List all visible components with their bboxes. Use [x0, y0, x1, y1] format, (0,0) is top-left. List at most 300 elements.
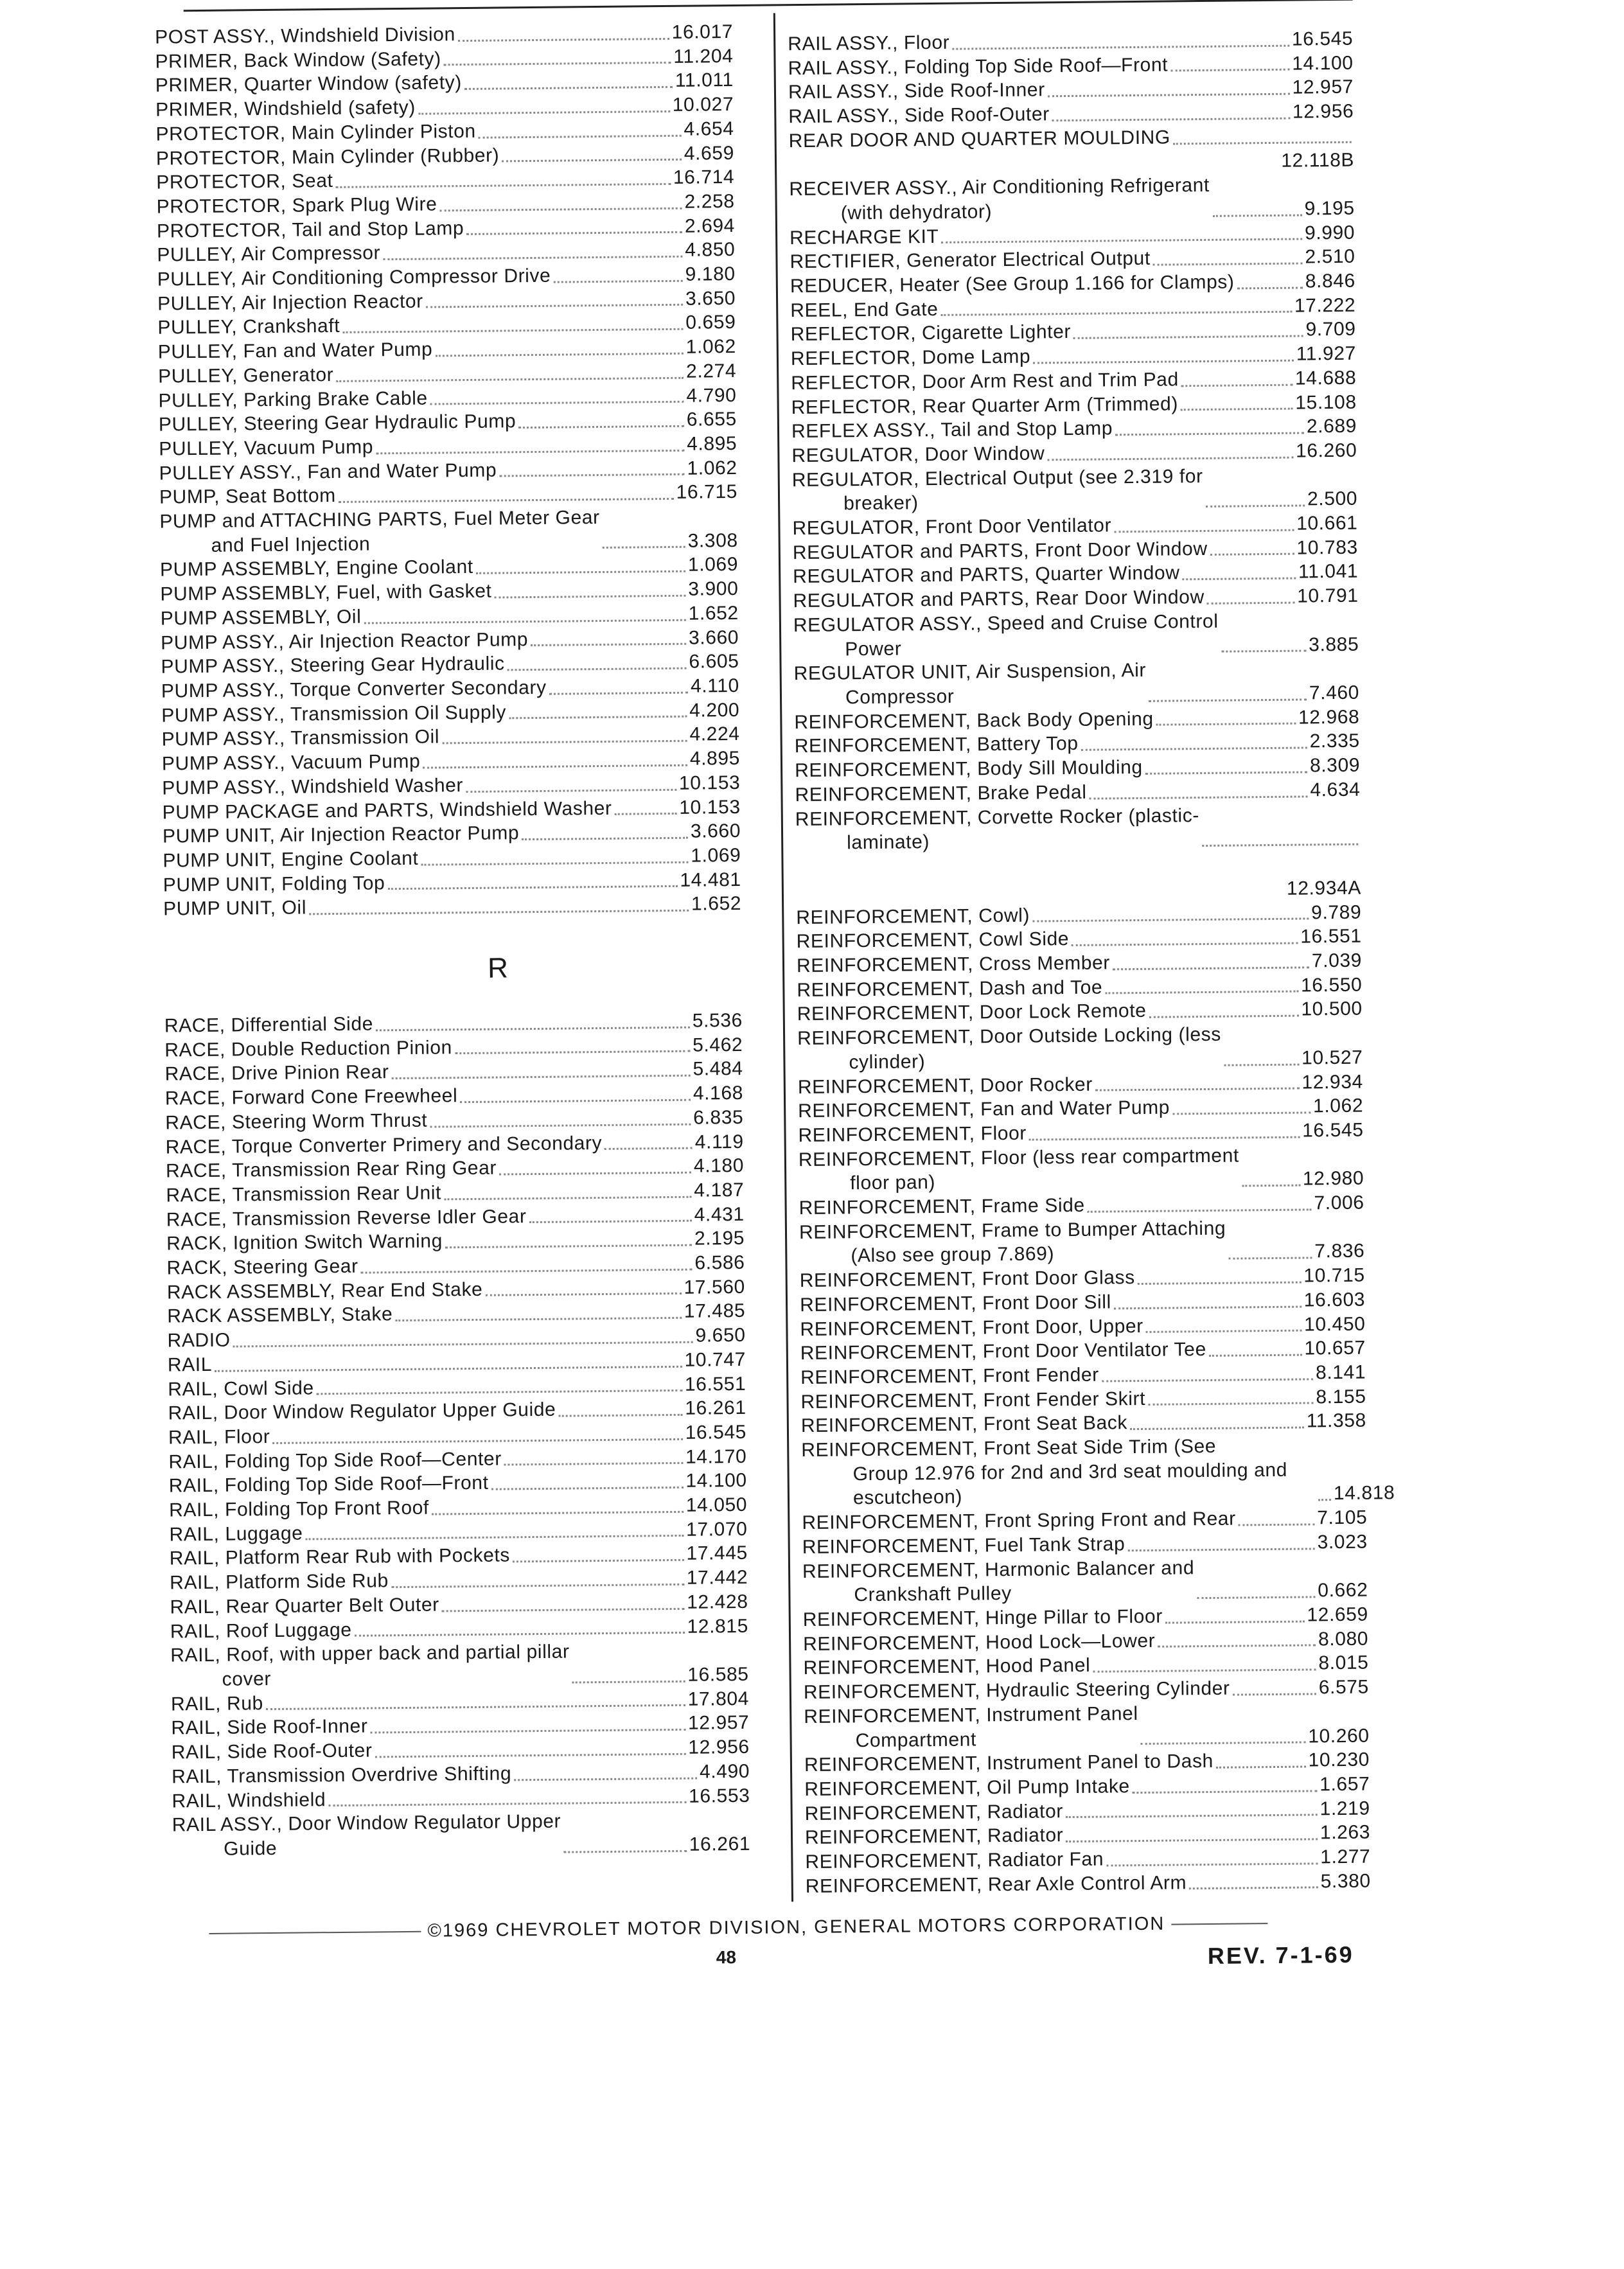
entry-label: REEL, End Gate: [790, 298, 939, 321]
entry-group-number: 1.069: [687, 554, 739, 576]
entry-group-number: 17.070: [685, 1518, 748, 1541]
index-entry: [795, 802, 1361, 856]
entry-label: RACE, Differential Side: [164, 1013, 374, 1037]
entry-label-continuation: Compartment: [855, 1728, 977, 1751]
dot-leader: [1114, 1293, 1302, 1309]
dot-leader: [370, 1716, 685, 1734]
entry-group-number: 10.027: [672, 94, 734, 116]
entry-label: REINFORCEMENT, Dash and Toe: [797, 976, 1103, 1001]
entry-group-number: 8.155: [1316, 1386, 1366, 1408]
entry-label: RAIL ASSY., Floor: [788, 31, 950, 55]
dot-leader: [1033, 346, 1294, 364]
dot-leader: [518, 412, 684, 428]
entry-label: PUMP ASSEMBLY, Fuel, with Gasket: [160, 580, 492, 605]
dot-leader: [466, 775, 676, 792]
entry-group-number: 16.551: [684, 1373, 746, 1395]
entry-label: REGULATOR and PARTS, Rear Door Window: [793, 587, 1205, 612]
entry-label: REINFORCEMENT, Fuel Tank Strap: [802, 1533, 1125, 1558]
entry-label-continuation: Group 12.976 for 2nd and 3rd seat moulding and escutcheon): [852, 1459, 1288, 1509]
entry-label: PUMP ASSY., Windshield Washer: [162, 774, 464, 799]
entry-group-number: 9.789: [1311, 901, 1362, 924]
entry-label-continuation: breaker): [843, 492, 919, 515]
entry-label: REINFORCEMENT, Instrument Panel Compartment: [804, 1702, 1138, 1753]
dot-leader: [476, 558, 685, 574]
entry-group-number: 8.015: [1318, 1652, 1369, 1674]
entry-label: REDUCER, Heater (See Group 1.166 for Clamps): [790, 271, 1235, 297]
dot-leader: [460, 1086, 691, 1103]
index-entry: [792, 463, 1358, 516]
dot-leader: [502, 146, 682, 163]
entry-group-number: 7.006: [1314, 1192, 1364, 1214]
dot-leader: [1032, 905, 1309, 923]
dot-leader: [1165, 1607, 1305, 1623]
entry-label: PULLEY, Parking Brake Cable: [158, 387, 428, 412]
entry-group-number: 1.062: [685, 336, 736, 358]
entry-group-number: 3.023: [1317, 1531, 1368, 1553]
entry-group-number: 0.662: [1318, 1579, 1368, 1602]
dot-leader: [1181, 371, 1293, 387]
dot-leader: [1156, 710, 1296, 726]
index-entry: [802, 1554, 1368, 1608]
dot-leader: [549, 678, 689, 694]
entry-group-number: 2.689: [1306, 415, 1357, 437]
dot-leader: [361, 1255, 693, 1273]
entry-group-number: 5.380: [1320, 1870, 1371, 1893]
entry-label: RACE, Forward Cone Freewheel: [164, 1085, 458, 1109]
entry-group-number: 10.230: [1308, 1749, 1370, 1771]
entry-label: REINFORCEMENT, Harmonic Balancer and Crankshaft Pulley: [802, 1556, 1195, 1608]
dot-leader: [1206, 492, 1305, 508]
entry-label: PUMP UNIT, Folding Top: [163, 872, 385, 896]
dot-leader: [1209, 1341, 1302, 1357]
dot-leader: [941, 225, 1302, 243]
entry-group-number: 6.835: [693, 1106, 744, 1129]
dot-leader: [1066, 1801, 1318, 1819]
entry-label-continuation: Power: [845, 638, 902, 660]
dot-leader: [387, 872, 677, 890]
entry-label: PRIMER, Quarter Window (safety): [155, 72, 463, 97]
entry-group-number: 16.551: [1300, 925, 1362, 948]
entry-group-number: 6.605: [689, 651, 739, 673]
dot-leader: [1202, 831, 1358, 847]
dot-leader: [1172, 1099, 1311, 1115]
entry-label: RAIL, Floor: [168, 1426, 270, 1449]
dot-leader: [1145, 758, 1308, 774]
entry-group-number: 3.660: [688, 626, 739, 649]
dot-leader: [1138, 1268, 1302, 1284]
dot-leader: [215, 1352, 682, 1372]
dot-leader: [442, 727, 687, 745]
entry-label: REINFORCEMENT, Body Sill Moulding: [794, 757, 1143, 782]
entry-label: PRIMER, Back Window (Safety): [155, 48, 441, 73]
dot-leader: [1207, 589, 1295, 605]
entry-group-number: 5.484: [693, 1058, 743, 1081]
entry-label: RAIL, Roof Luggage: [170, 1619, 352, 1643]
entry-group-number: 10.153: [678, 772, 741, 794]
entry-group-number: 12.956: [688, 1736, 750, 1758]
entry-label: PROTECTOR, Seat: [156, 170, 333, 193]
entry-label: REINFORCEMENT, Front Door Glass: [799, 1267, 1135, 1292]
entry-group-number: 4.180: [693, 1155, 745, 1177]
entry-group-number: 10.715: [1303, 1264, 1365, 1287]
entry-label-continuation: laminate): [847, 831, 930, 854]
entry-label: RAIL, Platform Rear Rub with Pockets: [169, 1544, 511, 1569]
dot-leader: [309, 897, 689, 915]
dot-leader: [603, 533, 685, 549]
dot-leader: [1113, 953, 1309, 970]
dot-leader: [423, 752, 687, 769]
entry-group-number: 4.200: [689, 699, 740, 721]
dot-leader: [1133, 1777, 1318, 1794]
index-entry: [799, 1142, 1364, 1196]
dot-leader: [491, 1474, 683, 1490]
entry-label: REINFORCEMENT, Front Door Sill: [799, 1291, 1111, 1316]
entry-label: PULLEY, Air Injection Reactor: [157, 290, 423, 315]
entry-label: PUMP UNIT, Air Injection Reactor Pump: [162, 822, 520, 847]
entry-group-number: 17.804: [687, 1688, 750, 1710]
entry-label: REINFORCEMENT, Radiator: [804, 1824, 1064, 1849]
dot-leader: [504, 1449, 683, 1466]
entry-group-number: 16.261: [685, 1397, 746, 1420]
entry-group-number: 7.460: [1309, 682, 1360, 704]
dot-leader: [445, 1232, 692, 1249]
entry-label: RAIL, Side Roof-Inner: [171, 1715, 368, 1739]
dot-leader: [1127, 1535, 1315, 1551]
entry-label: REGULATOR, Electrical Output (see 2.319 for breaker): [792, 464, 1204, 517]
entry-group-number: 9.650: [695, 1325, 746, 1346]
entry-label: PUMP ASSEMBLY, Oil: [160, 606, 362, 630]
entry-label: REINFORCEMENT, Hood Lock—Lower: [803, 1630, 1156, 1655]
entry-group-number: 10.661: [1296, 512, 1358, 534]
entry-group-number: 4.224: [689, 723, 740, 746]
entry-label: RAIL ASSY., Side Roof-Outer: [788, 103, 1050, 128]
entry-label: PUMP, Seat Bottom: [159, 485, 336, 508]
entry-label: REINFORCEMENT, Rear Axle Control Arm: [805, 1872, 1187, 1897]
entry-group-number: 4.634: [1310, 779, 1361, 801]
entry-group-number: 4.119: [694, 1131, 744, 1153]
dot-leader: [1153, 250, 1303, 266]
entry-label: REINFORCEMENT, Battery Top: [794, 733, 1079, 757]
index-entry: [789, 172, 1355, 226]
moulding-reference: 12.118B: [1281, 149, 1355, 172]
dot-leader: [1141, 1729, 1305, 1745]
entry-label-continuation: cover: [222, 1668, 272, 1690]
entry-label-continuation: cylinder): [849, 1051, 926, 1073]
dot-leader: [553, 267, 682, 283]
entry-label: RACK ASSEMBLY, Rear End Stake: [166, 1278, 483, 1303]
entry-group-number: 12.659: [1307, 1603, 1368, 1626]
entry-label: REINFORCEMENT, Fan and Water Pump: [798, 1097, 1170, 1122]
dot-leader: [509, 703, 687, 720]
entry-label: RADIO: [167, 1329, 231, 1352]
dot-leader: [513, 1546, 684, 1563]
right-column: [788, 27, 1395, 1899]
entry-group-number: 10.657: [1304, 1337, 1366, 1359]
entry-label: RAIL, Rear Quarter Belt Outer: [170, 1594, 439, 1618]
index-entry: [159, 504, 738, 558]
dot-leader: [464, 73, 673, 90]
entry-group-number: 12.980: [1302, 1167, 1364, 1190]
entry-label: PULLEY ASSY., Fan and Water Pump: [159, 459, 497, 484]
dot-leader: [328, 1788, 686, 1806]
entry-group-number: 16.545: [1302, 1119, 1364, 1142]
entry-group-number: 5.536: [692, 1009, 743, 1032]
index-entry: [801, 1433, 1395, 1512]
dot-leader: [395, 1304, 682, 1321]
entry-label-continuation: and Fuel Injection: [211, 533, 371, 556]
entry-group-number: 8.141: [1315, 1361, 1366, 1384]
dot-leader: [1093, 1655, 1316, 1672]
entry-group-number: 10.747: [684, 1348, 746, 1371]
entry-group-number: 11.011: [675, 69, 734, 92]
entry-group-number: 14.481: [680, 869, 741, 891]
entry-label: REFLECTOR, Door Arm Rest and Trim Pad: [791, 369, 1179, 394]
dot-leader: [952, 31, 1289, 49]
entry-group-number: 8.846: [1305, 270, 1355, 292]
dot-leader: [1197, 1583, 1315, 1599]
dot-leader: [430, 1110, 691, 1127]
dot-leader: [1102, 1365, 1314, 1382]
dot-leader: [339, 485, 674, 503]
entry-label: RECTIFIER, Generator Electrical Output: [790, 248, 1151, 273]
dot-leader: [426, 291, 683, 308]
entry-group-number: 2.335: [1309, 730, 1360, 752]
entry-label: REINFORCEMENT, Hydraulic Steering Cylinder: [803, 1677, 1230, 1704]
dot-leader: [1066, 1825, 1318, 1842]
entry-label: RAIL, Platform Side Rub: [170, 1570, 389, 1594]
entry-group-number: 3.885: [1309, 633, 1359, 655]
dot-leader: [499, 1159, 691, 1176]
entry-group-number: 11.041: [1298, 561, 1359, 583]
entry-group-number: 4.659: [684, 142, 735, 164]
dot-leader: [1106, 1850, 1318, 1866]
entry-group-number: 1.069: [691, 844, 741, 867]
dot-leader: [458, 25, 669, 42]
entry-group-number: 4.654: [684, 118, 734, 140]
entry-label: RAIL, Cowl Side: [168, 1377, 314, 1400]
entry-label: RACE, Drive Pinion Rear: [164, 1061, 389, 1085]
dot-leader: [233, 1329, 693, 1348]
entry-group-number: 1.263: [1320, 1821, 1371, 1844]
entry-label: PULLEY, Fan and Water Pump: [157, 339, 433, 363]
entry-label: REGULATOR ASSY., Speed and Cruise Control Power: [793, 610, 1219, 662]
index-entry: [172, 1808, 751, 1862]
entry-group-number: 15.108: [1295, 391, 1357, 414]
entry-group-number: 14.818: [1333, 1482, 1395, 1505]
copyright-text: ©1969 CHEVROLET MOTOR DIVISION, GENERAL MOTORS CORPORATION: [427, 1913, 1165, 1941]
dot-leader: [1318, 1486, 1331, 1501]
entry-group-number: 16.545: [1291, 28, 1354, 50]
entries-receiver-list: [789, 172, 1361, 856]
entry-label: RACE, Steering Worm Thrust: [165, 1109, 428, 1134]
entry-label: PUMP ASSY., Vacuum Pump: [161, 750, 421, 775]
entry-label: REAR DOOR AND QUARTER MOULDING: [788, 127, 1171, 152]
entry-label: RACK, Steering Gear: [166, 1255, 358, 1279]
entry-group-number: 10.527: [1301, 1046, 1363, 1069]
dot-leader: [558, 1401, 682, 1417]
dot-leader: [1081, 734, 1307, 751]
entry-group-number: 16.585: [687, 1663, 749, 1686]
index-entry: [799, 1215, 1365, 1269]
entry-label: RAIL ASSY., Door Window Regulator Upper Guide: [172, 1810, 561, 1862]
entry-label: REFLECTOR, Rear Quarter Arm (Trimmed): [791, 393, 1179, 418]
index-entry: [170, 1638, 749, 1692]
entry-label: REINFORCEMENT, Door Lock Remote: [797, 1000, 1147, 1025]
entry-label: PULLEY, Vacuum Pump: [159, 436, 374, 460]
entry-group-number: 1.657: [1320, 1773, 1370, 1796]
left-column: [155, 20, 750, 1862]
entry-label: PULLEY, Generator: [158, 364, 334, 387]
dot-leader: [1072, 930, 1298, 946]
dot-leader: [375, 1740, 685, 1758]
entry-label: PULLEY, Steering Gear Hydraulic Pump: [158, 411, 516, 436]
entry-label-continuation: Guide: [224, 1837, 278, 1860]
entry-label: RACK ASSEMBLY, Stake: [167, 1303, 393, 1327]
entry-label: PUMP ASSY., Transmission Oil Supply: [161, 702, 507, 727]
entry-group-number: 11.358: [1306, 1409, 1367, 1432]
entry-group-number: 14.688: [1294, 367, 1357, 389]
entry-label: REINFORCEMENT, Cross Member: [796, 952, 1111, 977]
dot-leader: [531, 630, 686, 646]
entry-group-number: 14.100: [685, 1470, 747, 1492]
entry-group-number: 4.895: [686, 432, 737, 455]
dot-leader: [439, 194, 682, 211]
entry-label: REINFORCEMENT, Instrument Panel to Dash: [804, 1751, 1214, 1776]
dot-leader: [1170, 56, 1289, 72]
dot-leader: [1052, 104, 1290, 121]
corvette-reference: 12.934A: [1286, 877, 1362, 899]
entry-group-number: 8.309: [1309, 754, 1361, 777]
entry-label: POST ASSY., Windshield Division: [154, 24, 455, 48]
top-rule: [184, 0, 1353, 12]
entry-group-number: 0.659: [685, 312, 736, 334]
entry-group-number: 10.153: [679, 796, 741, 818]
entry-label: REFLECTOR, Cigarette Lighter: [790, 321, 1072, 346]
index-entry: [806, 1869, 1371, 1898]
dot-leader: [354, 1619, 684, 1637]
dot-leader: [376, 436, 684, 454]
dot-leader: [1221, 637, 1307, 653]
dot-leader: [522, 824, 688, 840]
entry-label: REINFORCEMENT, Door Rocker: [797, 1073, 1093, 1098]
entry-group-number: 16.715: [676, 481, 738, 504]
dot-leader: [1216, 1753, 1306, 1768]
entry-group-number: 12.968: [1298, 706, 1360, 728]
dot-leader: [317, 1377, 682, 1395]
entry-label: RAIL, Transmission Overdrive Shifting: [171, 1763, 512, 1788]
entry-label: PROTECTOR, Tail and Stop Lamp: [156, 217, 464, 242]
dot-leader: [430, 388, 684, 405]
entry-group-number: 4.187: [694, 1179, 745, 1201]
entry-group-number: 17.445: [686, 1542, 748, 1565]
entry-group-number: 16.260: [1295, 439, 1357, 462]
dot-leader: [605, 1134, 693, 1150]
dot-leader: [940, 298, 1292, 316]
entry-group-number: 17.442: [686, 1567, 748, 1589]
entry-label: REGULATOR UNIT, Air Suspension, Air Compressor: [793, 658, 1146, 711]
entry-label: REINFORCEMENT, Cowl): [796, 905, 1030, 928]
entry-group-number: 9.709: [1305, 319, 1356, 340]
entry-group-number: 16.545: [685, 1421, 747, 1444]
dot-leader: [342, 315, 683, 333]
entry-group-number: 12.956: [1292, 100, 1354, 123]
entry-label: PUMP UNIT, Engine Coolant: [163, 847, 419, 872]
entry-label: PUMP ASSY., Transmission Oil: [161, 726, 440, 750]
dot-leader: [442, 1594, 685, 1612]
entry-group-number: 3.900: [688, 578, 739, 600]
entry-label: PUMP and ATTACHING PARTS, Fuel Meter Gear and Fuel Injection: [159, 506, 600, 558]
dot-leader: [376, 1013, 690, 1031]
entry-label: REFLECTOR, Dome Lamp: [790, 346, 1031, 370]
dot-leader: [494, 582, 685, 599]
dot-leader: [1114, 516, 1294, 533]
entry-group-number: 6.655: [686, 409, 737, 430]
dot-leader: [1212, 201, 1302, 216]
entry-label: RAIL ASSY., Folding Top Side Roof—Front: [788, 54, 1169, 79]
entry-label: REGULATOR and PARTS, Quarter Window: [793, 562, 1180, 588]
entry-group-number: 10.260: [1308, 1725, 1370, 1747]
entry-label-continuation: Compressor: [845, 685, 955, 709]
entry-group-number: 2.694: [684, 215, 736, 237]
dot-leader: [364, 606, 686, 624]
entry-group-number: 4.895: [689, 748, 741, 770]
entry-label: REINFORCEMENT, Front Door, Upper: [800, 1315, 1143, 1340]
entry-group-number: 10.500: [1301, 998, 1363, 1020]
dot-leader: [508, 655, 687, 671]
dot-leader: [479, 121, 682, 138]
entry-label: RACE, Transmission Rear Ring Gear: [165, 1157, 497, 1182]
entry-label: RACK, Ignition Switch Warning: [166, 1230, 443, 1255]
entry-group-number: 17.485: [684, 1300, 746, 1323]
dot-leader: [383, 243, 682, 260]
dot-leader: [444, 49, 671, 66]
entry-group-number: 10.791: [1297, 585, 1359, 607]
entry-group-number: 14.170: [685, 1445, 747, 1468]
dot-leader: [335, 170, 671, 188]
entry-group-number: 10.450: [1303, 1313, 1366, 1336]
entry-group-number: 11.927: [1296, 342, 1357, 365]
index-entry: [793, 657, 1359, 711]
entry-label: REINFORCEMENT, Door Outside Locking (less cylinder): [797, 1023, 1221, 1075]
entry-label: PULLEY, Air Compressor: [157, 242, 381, 266]
entry-label: REINFORCEMENT, Front Fender: [800, 1364, 1099, 1389]
entry-label: PROTECTOR, Main Cylinder Piston: [155, 120, 476, 145]
entry-label: REINFORCEMENT, Front Seat Back: [800, 1412, 1128, 1437]
entry-label: REINFORCEMENT, Front Seat Side Trim (See Group 12.976 for 2nd and 3rd seat moulding and escutcheon): [801, 1433, 1316, 1511]
entry-label: REINFORCEMENT, Oil Pump Intake: [804, 1776, 1130, 1800]
dot-leader: [1149, 685, 1307, 702]
dot-leader: [1148, 1390, 1314, 1406]
dot-leader: [529, 1207, 691, 1223]
entry-group-number: 17.560: [684, 1276, 745, 1298]
entry-label: RAIL, Luggage: [169, 1523, 303, 1546]
dot-leader: [1237, 274, 1302, 289]
entry-group-number: 12.815: [687, 1615, 749, 1638]
entry-group-number: 2.258: [684, 190, 735, 213]
entry-label: REINFORCEMENT, Floor (less rear compartment floor pan): [799, 1143, 1240, 1196]
dot-leader: [1029, 1123, 1300, 1140]
dot-leader: [1130, 1414, 1304, 1431]
entry-group-number: 5.462: [692, 1034, 743, 1056]
entry-label: PUMP ASSY., Steering Gear Hydraulic: [161, 653, 505, 678]
entry-group-number: 4.110: [690, 675, 740, 697]
entries-rail-assy-list: [788, 27, 1354, 154]
dot-leader: [391, 1062, 690, 1079]
dot-leader: [563, 1837, 686, 1853]
entries-reinforcement-list: [796, 900, 1395, 1898]
entry-group-number: 6.586: [694, 1251, 745, 1274]
dot-leader: [418, 98, 670, 115]
